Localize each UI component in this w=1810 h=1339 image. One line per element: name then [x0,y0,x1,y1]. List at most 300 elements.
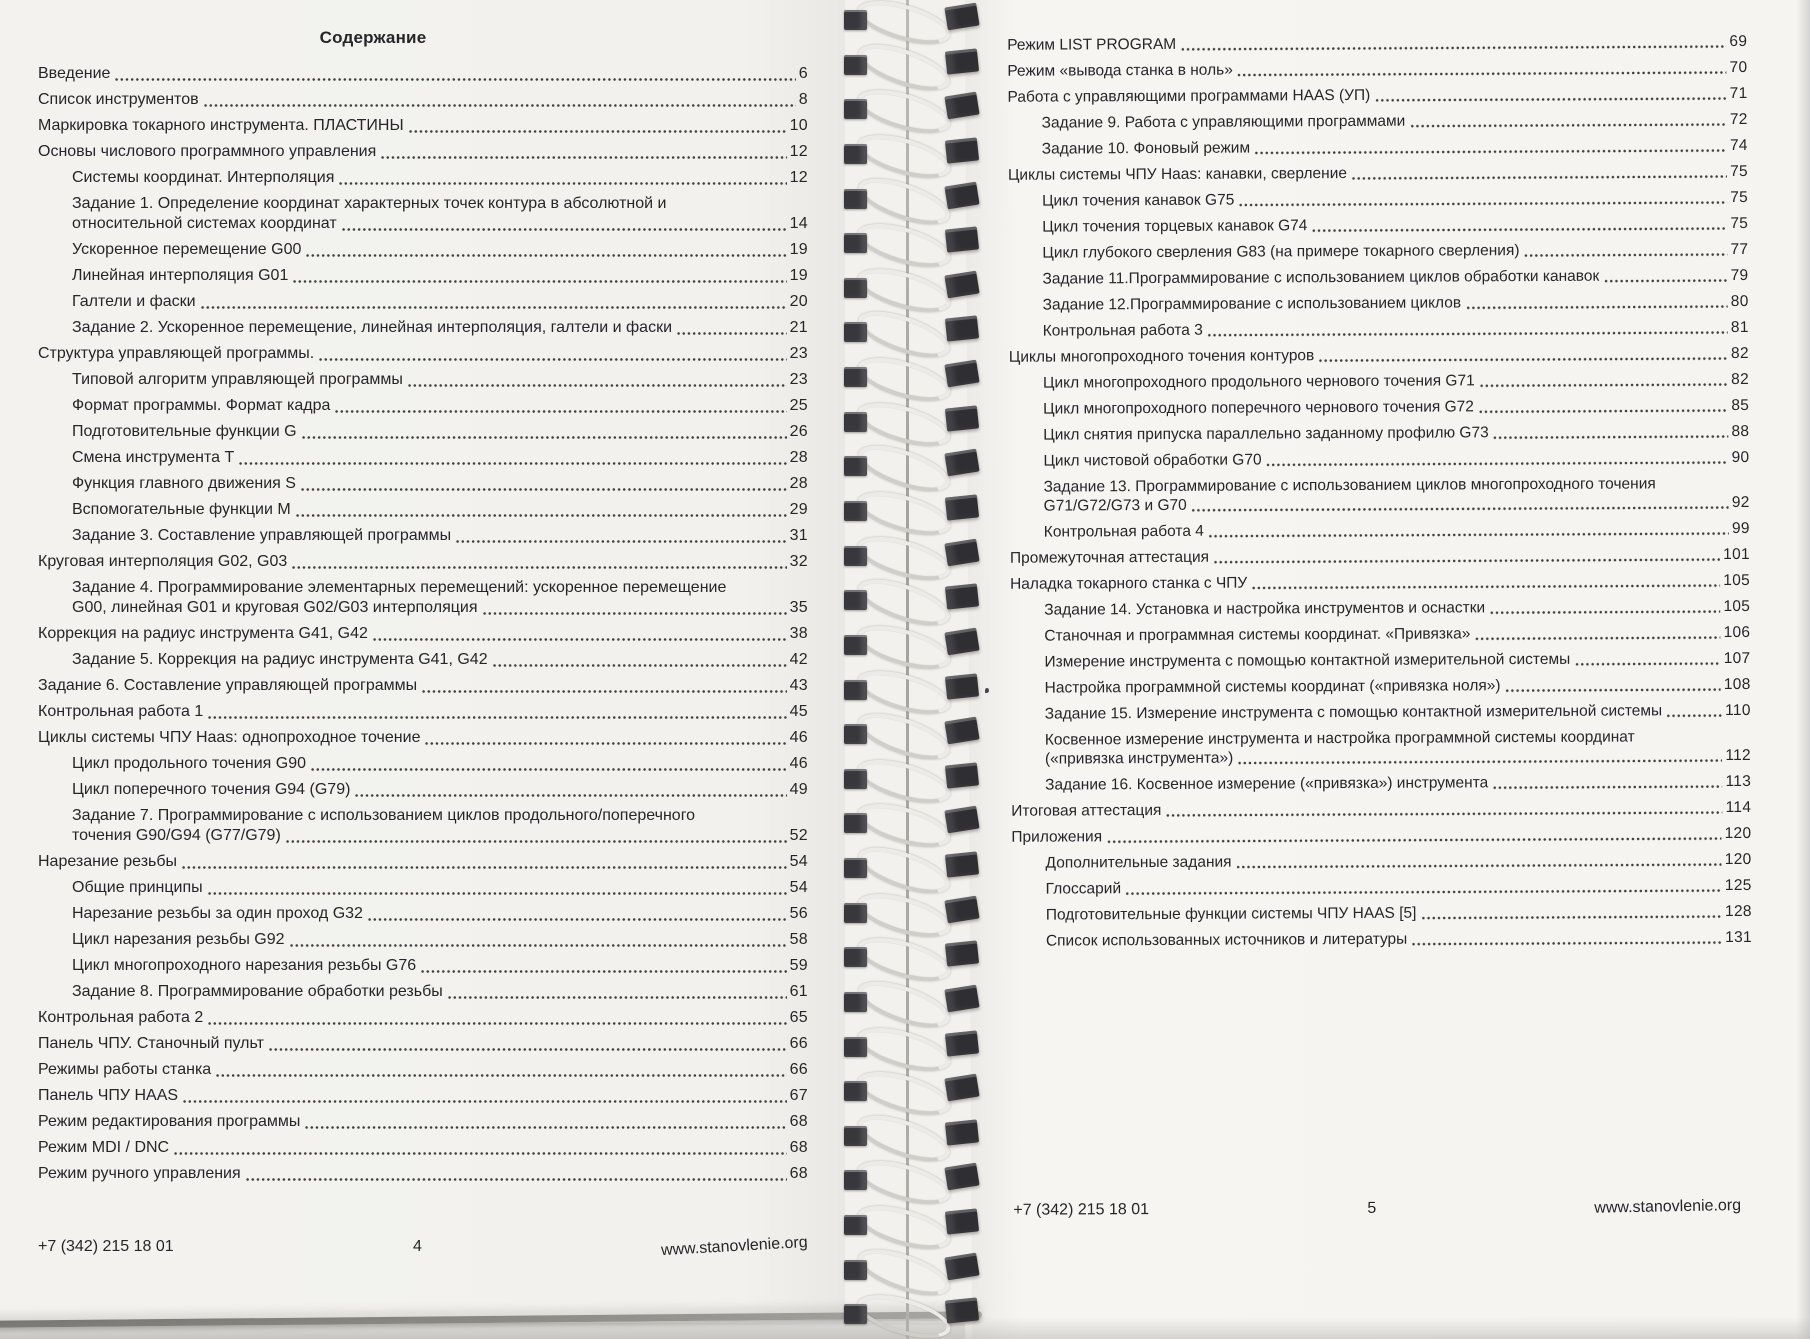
binding-wire [853,662,955,722]
toc-entry [1009,396,1749,419]
toc-dot-leader [289,941,787,950]
toc-dot-leader [1191,503,1729,515]
toc-entry-text: Задание 15. Измерение инструмента с помощью контактной измерительной системы [1044,702,1663,723]
toc-entry [1008,110,1748,133]
binding-hole-clip [844,456,867,476]
toc-entry [38,116,808,136]
toc-entry-page: 131 [1725,928,1752,947]
binding-loop [830,582,1010,616]
toc-entry-page: 32 [789,553,808,570]
toc-entry [1011,850,1751,873]
binding-wire [853,1198,955,1258]
toc-entry [38,292,808,312]
toc-dot-leader [1478,406,1728,416]
toc-entry-text: Измерение инструмента с помощью контактной измерительной системы [1044,650,1571,671]
toc-entry [1009,370,1749,393]
toc-entry-text: точения G90/G94 (G77/G79) [72,827,281,844]
toc-entry [38,168,808,188]
toc-entry-page: 23 [789,345,808,362]
toc-dot-leader [408,127,787,136]
toc-entry [1011,727,1751,769]
toc-entry-page: 58 [789,931,808,948]
toc-entry-text: Задание 13. Программирование с использованием циклов многопроходного точения [1043,475,1656,496]
binding-hole-clip [944,1163,979,1191]
toc-entry [38,578,808,618]
toc-entry [38,982,808,1002]
toc-entry [38,318,808,338]
toc-entry-page: 23 [789,371,808,388]
binding-hole-clip [844,680,867,700]
toc-entry [38,240,808,260]
binding-wire [853,303,955,367]
binding-hole-clip [844,992,867,1012]
toc-entry [38,370,808,390]
toc-entry-text: Цикл нарезания резьбы G92 [72,931,285,948]
toc-entry-page: 68 [789,1113,808,1130]
binding-hole-clip [945,762,979,788]
toc-entry-page: 31 [789,527,808,544]
toc-entry-page: 67 [789,1087,808,1104]
binding-hole-clip [944,627,979,655]
toc-entry-page: 72 [1729,110,1748,128]
toc-entry-text: Задание 4. Программирование элементарных перемещений: ускоренное перемещение [72,579,727,596]
toc-entry-text: Структура управляющей программы. [38,345,315,362]
toc-entry-text: Настройка программной системы координат («привязка ноля») [1044,677,1501,697]
toc-entry-text: Вспомогательные функции М [72,501,291,518]
toc-entry [1008,266,1748,289]
binding-hole-clip [844,1081,867,1101]
toc-entry-text: Функция главного движения S [72,475,296,492]
toc-dot-leader [238,459,786,468]
toc-entry-text: Цикл точения торцевых канавок G74 [1042,217,1308,236]
toc-entry [1012,876,1752,899]
toc-dot-leader [372,635,787,644]
binding-wire [853,751,955,811]
toc-dot-leader [1318,354,1728,365]
toc-dot-leader [182,1097,787,1106]
binding-hole-clip [844,724,867,744]
toc-entry-text: Системы координат. Интерполяция [72,169,335,186]
toc-entry-page: 29 [789,501,808,518]
toc-entry-text: Контрольная работа 3 [1042,321,1203,340]
toc-entry-text: Итоговая аттестация [1011,801,1162,820]
toc-entry [1010,649,1750,672]
binding-hole-clip [944,3,979,31]
toc-dot-leader [1251,581,1720,592]
toc-entry-page: 14 [789,215,808,232]
binding-hole-clip [844,144,867,164]
toc-entry-text: Общие принципы [72,879,203,896]
toc-dot-leader [1238,198,1727,210]
toc-entry-text: Смена инструмента Т [72,449,235,466]
binding-wire [853,704,955,768]
toc-dot-leader [295,511,787,520]
toc-entry-text: («привязка инструмента») [1044,749,1234,768]
toc-entry [38,650,808,670]
toc-entry-page: 68 [789,1165,808,1182]
binding-hole-clip [844,903,867,923]
toc-entry-text: Цикл многопроходного поперечного чернового точения G72 [1043,398,1474,418]
toc-entry-page: 68 [789,1139,808,1156]
toc-entry [1010,474,1750,516]
toc-entry [1009,292,1749,315]
toc-dot-leader [1666,711,1722,720]
toc-dot-leader [245,1175,787,1184]
toc-entry-page: 54 [789,879,808,896]
toc-dot-leader [1213,555,1720,567]
toc-entry-page: 114 [1725,798,1752,817]
binding-hole-clip [844,769,867,789]
toc-entry [38,64,808,84]
binding-wire [853,35,955,99]
toc-entry [1009,318,1749,341]
binding-hole-clip [944,1074,979,1102]
toc-dot-leader [380,153,786,162]
toc-entry-text: Циклы системы ЧПУ Haas: однопроходное точение [38,729,421,746]
page-footer-left [38,1233,809,1260]
binding-hole-clip [945,1298,979,1324]
toc-entry-text: Задание 3. Составление управляющей программы [72,527,452,544]
toc-entry-text: Цикл снятия припуска параллельно заданному профилю G73 [1043,424,1489,444]
binding-wire [853,437,955,501]
toc-entry [38,1008,808,1028]
binding-loop [830,136,1010,170]
toc-entry [38,806,808,846]
toc-entry-text: Задание 2. Ускоренное перемещение, линейная интерполяция, галтели и фаски [72,319,672,336]
toc-entry-page: 99 [1731,519,1750,537]
toc-entry-text: Введение [38,65,111,82]
toc-entry [1012,902,1752,925]
page-footer-right [1013,1198,1741,1220]
binding-loop [830,181,1010,215]
binding-hole-clip [844,99,867,119]
toc-entry [38,344,808,364]
toc-entry [38,500,808,520]
binding-loop [830,627,1010,661]
toc-entry-text: Подготовительные функции G [72,423,297,440]
toc-entry-text: Задание 9. Работа с управляющими программами [1041,112,1406,132]
toc-entry-page: 92 [1731,493,1750,511]
toc-entry-page: 54 [789,853,808,870]
binding-hole-clip [844,858,867,878]
toc-entry-page: 12 [789,143,808,160]
binding-wire [853,1019,955,1079]
toc-dot-leader [492,661,787,670]
binding-loop [830,225,1010,259]
toc-entry-page: 105 [1723,597,1751,616]
toc-entry [38,194,808,234]
toc-entry-page: 81 [1730,318,1749,336]
binding-hole-clip [945,673,979,699]
toc-entry-text: Контрольная работа 1 [38,703,204,720]
toc-list-right [1007,32,1752,951]
toc-dot-leader [1492,782,1722,792]
toc-entry [1008,188,1748,211]
toc-dot-leader [334,407,786,416]
toc-entry-text: Линейная интерполяция G01 [72,267,289,284]
binding-hole-clip [844,233,867,253]
page-title: Содержание [319,28,427,47]
footer-website: www.stanovlenie.org [1594,1196,1742,1217]
toc-entry-text: Режим ручного управления [38,1165,241,1182]
toc-dot-leader [1574,659,1720,669]
binding-wire [853,216,955,276]
toc-entry-page: 110 [1725,701,1751,720]
toc-entry-page: 61 [789,983,808,1000]
toc-entry-page: 28 [789,449,808,466]
toc-entry-text: Ускоренное перемещение G00 [72,241,302,258]
toc-dot-leader [207,889,787,898]
binding-hole-clip [945,405,979,431]
toc-dot-leader [301,433,787,442]
toc-entry [38,904,808,924]
toc-entry-page: 25 [789,397,808,414]
toc-entry [38,1086,808,1106]
toc-entry-page: 128 [1724,902,1752,921]
toc-entry-page: 90 [1731,448,1750,466]
binding-hole-clip [844,635,867,655]
toc-dot-leader [1411,938,1722,949]
binding-wire [853,82,955,142]
toc-dot-leader [1479,380,1729,390]
toc-dot-leader [200,303,787,312]
toc-dot-leader [1489,607,1720,617]
toc-dot-leader [215,1071,786,1080]
binding-hole-clip [944,895,979,923]
toc-entry-page: 113 [1725,772,1752,791]
toc-entry [38,1138,808,1158]
toc-dot-leader [1505,685,1721,695]
toc-entry-page: 75 [1730,188,1749,206]
toc-entry-text: Контрольная работа 2 [38,1009,204,1026]
binding-hole-clip [844,501,867,521]
binding-hole-clip [844,1215,867,1235]
binding-hole-clip [945,227,979,253]
binding-wire [853,483,955,543]
toc-entry-page: 75 [1730,162,1748,180]
footer-phone: +7 (342) 215 18 01 [38,1238,174,1255]
footer-phone: +7 (342) 215 18 01 [1013,1201,1150,1219]
binding-wire [853,617,955,677]
toc-dot-leader [407,381,787,390]
binding-hole-clip [944,181,979,209]
toc-entry [38,878,808,898]
toc-entry-page: 19 [789,267,808,284]
toc-entry-page: 120 [1724,824,1752,843]
binding-wire [853,838,955,902]
toc-entry-text: Глоссарий [1045,880,1122,898]
toc-entry [1011,798,1751,821]
binding-hole-clip [945,1030,979,1056]
toc-entry-text: Цикл многопроходного нарезания резьбы G76 [72,957,417,974]
toc-entry-page: 106 [1723,623,1751,642]
toc-entry [1011,675,1751,698]
toc-dot-leader [338,179,786,188]
toc-entry [1009,422,1749,445]
toc-dot-leader [203,101,796,110]
toc-entry-text: Косвенное измерение инструмента и настройка программной системы координат [1044,728,1635,749]
toc-entry-text: Дополнительные задания [1045,853,1232,872]
toc-entry-text: Галтели и фаски [72,293,196,310]
binding-hole-clip [945,1208,979,1234]
toc-dot-leader [1180,42,1726,54]
binding-hole-clip [844,278,867,298]
toc-entry-page: 66 [789,1035,808,1052]
toc-entry-text: Формат программы. Формат кадра [72,397,331,414]
binding-loop [830,493,1010,527]
toc-entry [38,474,808,494]
toc-dot-leader [1207,328,1728,340]
toc-entry [1010,623,1750,646]
toc-entry-page: 75 [1730,214,1749,232]
binding-hole-clip [944,270,979,298]
toc-entry-page: 105 [1723,571,1751,590]
toc-dot-leader [1474,633,1720,643]
toc-dot-leader [1493,432,1729,442]
toc-page-right [965,0,1810,1339]
toc-entry-text: Задание 11.Программирование с использованием циклов обработки канавок [1042,267,1600,288]
toc-dot-leader [447,993,787,1002]
binding-wire [853,972,955,1036]
toc-entry-text: Коррекция на радиус инструмента G41, G42 [38,625,368,642]
binding-hole-clip [945,494,979,520]
toc-entry [38,624,808,644]
right-edge-shadow [1796,0,1810,1339]
toc-entry-page: 20 [789,293,808,310]
toc-dot-leader [300,485,787,494]
binding-loop [830,404,1010,438]
toc-dot-leader [268,1045,787,1054]
toc-entry [1011,772,1751,795]
toc-dot-leader [1351,172,1727,183]
toc-entry-text: Типовой алгоритм управляющей программы [72,371,403,388]
binding-hole-clip [844,10,867,30]
binding-wire [853,930,955,990]
toc-entry [1010,597,1750,620]
toc-dot-leader [420,967,786,976]
toc-entry-page: 26 [789,423,808,440]
toc-entry [38,1164,808,1184]
toc-entry [1010,571,1750,594]
toc-entry-page: 21 [789,319,808,336]
toc-dot-leader [318,355,786,364]
toc-entry-text: Станочная и программная системы координат. «Привязка» [1044,625,1471,645]
toc-entry-text: Приложения [1011,828,1103,846]
toc-entry-page: 38 [789,625,808,642]
toc-entry-text: Режим LIST PROGRAM [1007,35,1177,54]
toc-entry [38,676,808,696]
toc-entry [1009,448,1749,471]
toc-entry-text: Маркировка токарного инструмента. ПЛАСТИНЫ [38,117,404,134]
toc-entry-page: 19 [789,241,808,258]
toc-entry [38,702,808,722]
toc-dot-leader [1237,756,1722,768]
toc-entry-page: 71 [1729,84,1748,102]
toc-entry-text: Промежуточная аттестация [1009,548,1210,567]
toc-entry-page: 74 [1729,136,1748,154]
binding-hole-clip [945,941,979,967]
toc-entry [1010,545,1750,568]
toc-entry-text: Круговая интерполяция G02, G03 [38,553,288,570]
toc-entry-text: Нарезание резьбы за один проход G32 [72,905,363,922]
toc-entry-text: относительной системах координат [72,215,337,232]
toc-entry-page: 85 [1731,396,1750,414]
toc-entry-text: Режим редактирования программы [38,1113,301,1130]
toc-entry-page: 8 [798,91,808,108]
binding-loop [830,895,1010,929]
toc-entry-page: 65 [789,1009,808,1026]
toc-entry-page: 125 [1724,876,1752,895]
toc-entry [38,930,808,950]
toc-dot-leader [305,251,786,260]
toc-dot-leader [285,837,787,846]
toc-entry [1012,928,1752,951]
toc-entry-page: 52 [789,827,808,844]
toc-entry [38,754,808,774]
toc-dot-leader [1311,224,1727,235]
footer-page-number: 5 [1367,1199,1377,1217]
binding-hole-clip [945,584,979,610]
binding-loop [830,761,1010,795]
toc-dot-leader [367,915,787,924]
binding-hole-clip [844,1170,867,1190]
toc-dot-leader [1106,834,1722,846]
toc-dot-leader [114,75,795,84]
binding-hole-clip [944,985,979,1013]
toc-entry-text: Панель ЧПУ HAAS [38,1087,179,1104]
toc-entry-page: 46 [789,755,808,772]
toc-dot-leader [354,791,786,800]
binding-loop [830,1073,1010,1107]
toc-dot-leader [207,713,786,722]
binding-loop [830,1207,1010,1241]
binding-wire [853,885,955,945]
binding-hole-clip [844,1126,867,1146]
toc-entry-text: Основы числового программного управления [38,143,377,160]
toc-entry-page: 70 [1729,58,1748,76]
toc-dot-leader [1374,94,1726,105]
toc-entry-page: 69 [1729,32,1748,50]
binding-hole-clip [844,590,867,610]
toc-entry-text: Режим MDI / DNC [38,1139,170,1156]
toc-entry-text: Цикл чистовой обработки G70 [1043,451,1262,470]
toc-dot-leader [292,277,786,286]
binding-loop [830,1162,1010,1196]
toc-dot-leader [1254,146,1727,157]
toc-entry-page: 42 [789,651,808,668]
toc-entry-page: 66 [789,1061,808,1078]
toc-entry-page: 46 [789,729,808,746]
binding-hole-clip [944,538,979,566]
binding-wire [853,796,955,856]
toc-entry-text: Режим «вывода станка в ноль» [1007,61,1233,80]
binding-loop [830,47,1010,81]
toc-entry [38,852,808,872]
toc-entry [38,90,808,110]
toc-entry-page: 82 [1730,344,1749,362]
toc-entry-page: 35 [789,599,808,616]
binding-loop [830,805,1010,839]
toc-entry [38,266,808,286]
binding-loop [830,850,1010,884]
binding-hole-clip [844,1037,867,1057]
binding-hole-clip [844,55,867,75]
binding-loop [830,672,1010,706]
toc-dot-leader [310,765,787,774]
binding-loop [830,1296,1010,1330]
toc-dot-leader [1237,68,1727,80]
toc-page-left [0,0,845,1339]
